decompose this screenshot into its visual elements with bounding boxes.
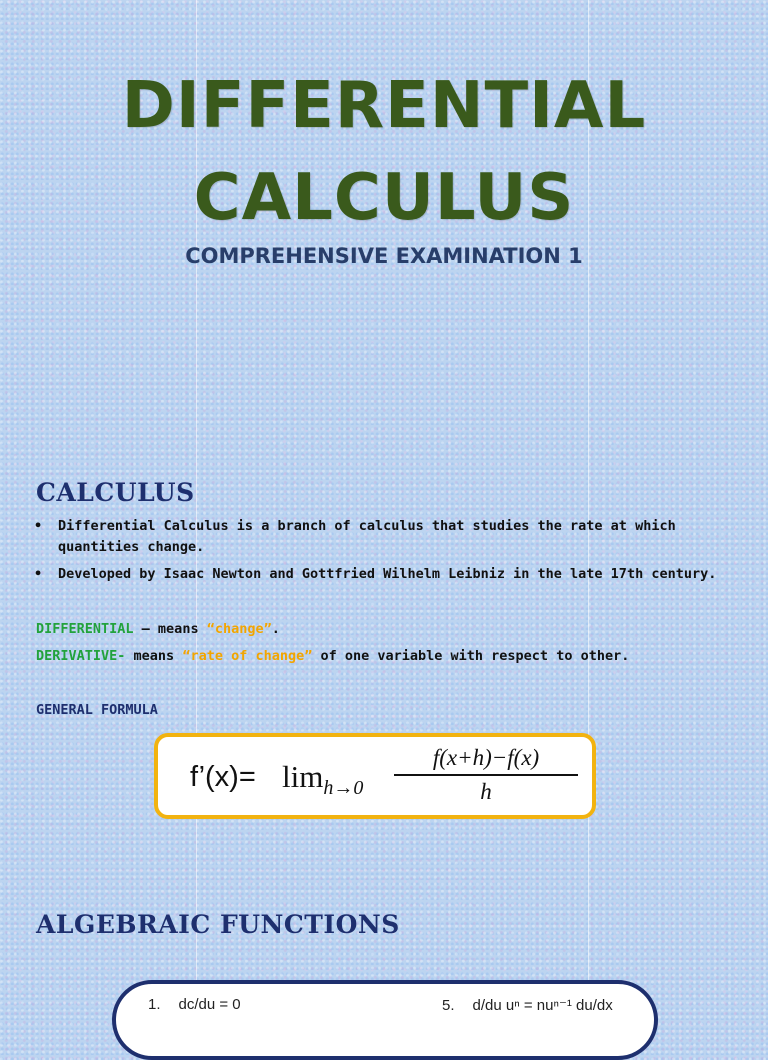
calculus-heading: CALCULUS: [36, 478, 195, 507]
rule-expression: d/du uⁿ = nuⁿ⁻¹ du/dx: [472, 997, 613, 1014]
algebraic-functions-heading: ALGEBRAIC FUNCTIONS: [36, 910, 400, 939]
derivative-tail: of one variable with respect to other.: [312, 648, 630, 664]
rule-item-1: [148, 996, 241, 1013]
page-title: [0, 60, 768, 244]
bullet-dot: •: [34, 518, 43, 534]
differential-meaning: “change”: [206, 621, 272, 637]
bullet-text: Developed by Isaac Newton and Gottfried Wilhelm Leibniz in the late 17th century.: [58, 566, 717, 582]
formula-fraction: [394, 745, 578, 805]
derivative-connector: means: [125, 648, 183, 664]
bullet-dot: •: [34, 566, 43, 582]
differential-term: DIFFERENTIAL: [36, 621, 134, 637]
formula-limit: [282, 759, 363, 800]
rule-number: 5.: [442, 997, 455, 1014]
calculus-bullet-list: [34, 516, 734, 591]
formula-lim-text: lim: [282, 759, 324, 794]
differential-tail: .: [271, 621, 280, 637]
derivative-rules-card: [112, 980, 658, 1060]
formula-denominator: h: [480, 779, 492, 804]
page-subtitle: COMPREHENSIVE EXAMINATION 1: [185, 244, 583, 268]
general-formula-box: [154, 733, 596, 819]
bullet-item: [34, 564, 734, 585]
differential-definition: [36, 621, 280, 637]
rule-number: 1.: [148, 996, 161, 1013]
formula-lhs: f’(x)=: [190, 761, 256, 793]
derivative-meaning: “rate of change”: [182, 648, 313, 664]
bullet-text: Differential Calculus is a branch of calculus that studies the rate at which quantities change.: [58, 518, 676, 555]
bullet-item: [34, 516, 734, 558]
differential-connector: – means: [133, 621, 207, 637]
rule-item-5: [442, 996, 613, 1014]
title-line-2: CALCULUS: [193, 161, 575, 235]
formula-numerator: f(x+h)−f(x): [394, 745, 578, 776]
derivative-definition: [36, 648, 629, 664]
rule-expression: dc/du = 0: [178, 996, 241, 1013]
title-line-1: DIFFERENTIAL: [121, 69, 647, 143]
general-formula-label: GENERAL FORMULA: [36, 702, 158, 718]
derivative-term: DERIVATIVE-: [36, 648, 126, 664]
formula-lim-subscript: h→0: [323, 777, 364, 800]
